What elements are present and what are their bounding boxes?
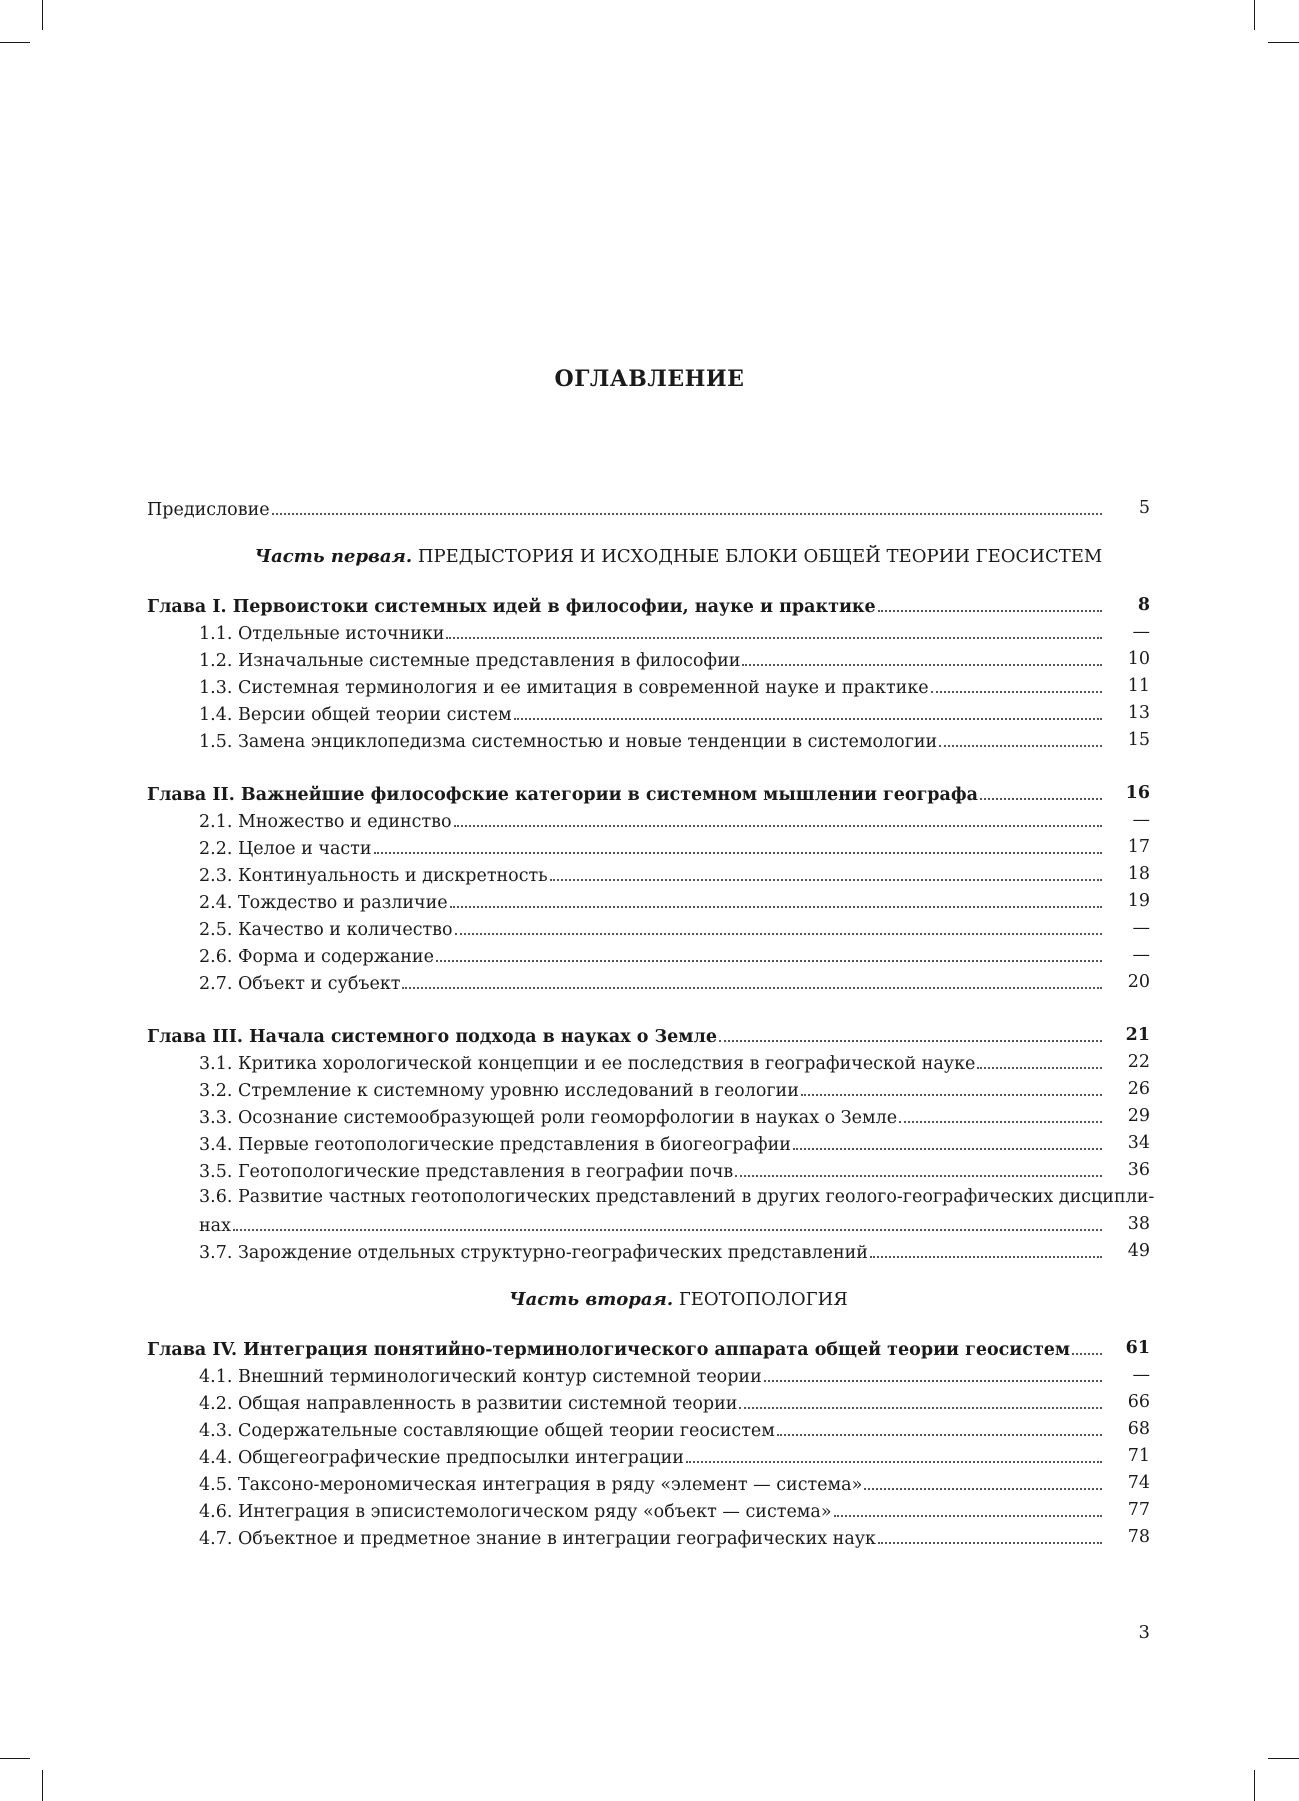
toc-section[interactable] [147, 1497, 1150, 1524]
leader-dots [446, 619, 1102, 639]
toc-section-title-line1: 3.6. Развитие частных геотопологических представлений в других геолого-географических дисципли- [199, 1187, 1155, 1207]
toc-section[interactable] [147, 807, 1150, 834]
leader-dots [402, 969, 1102, 989]
leader-dots [455, 915, 1102, 935]
toc-chapter[interactable] [147, 780, 1150, 807]
toc-section[interactable] [147, 861, 1150, 888]
leader-dots [272, 495, 1102, 515]
leader-dots [550, 861, 1102, 881]
toc-page: 17 [1127, 837, 1150, 857]
toc-chapter-title: Глава I. Первоистоки системных идей в философии, науке и практике [147, 596, 876, 617]
toc-page: 38 [1127, 1214, 1150, 1234]
leader-dots [719, 1022, 1102, 1042]
toc-section[interactable] [147, 1049, 1150, 1076]
toc-section-title-line2: нах [199, 1215, 231, 1236]
toc-section-title: 3.3. Осознание системообразующей роли геоморфологии в науках о Земле [199, 1107, 898, 1128]
leader-dots [742, 646, 1102, 666]
toc-section-title: 1.4. Версии общей теории систем [199, 704, 512, 725]
toc-section-title: 3.2. Стремление к системному уровню исследований в геологии [199, 1080, 799, 1101]
toc-section[interactable] [147, 727, 1150, 754]
toc-section-title: 4.2. Общая направленность в развитии системной теории [199, 1393, 738, 1414]
leader-dots [735, 1157, 1102, 1177]
toc-section[interactable] [147, 700, 1150, 727]
toc-section[interactable] [147, 942, 1150, 969]
leader-dots [686, 1443, 1102, 1463]
toc-section[interactable] [147, 673, 1150, 700]
leader-dots [899, 1103, 1102, 1123]
toc-section[interactable] [147, 619, 1150, 646]
leader-dots [878, 592, 1102, 612]
toc-page: 16 [1125, 783, 1150, 803]
toc-section[interactable] [147, 1416, 1150, 1443]
part-title: ГЕОТОПОЛОГИЯ [678, 1289, 848, 1310]
toc-page: — [1132, 1365, 1150, 1385]
toc-page: 49 [1127, 1241, 1150, 1261]
toc-entry-text: Предисловие [147, 499, 270, 520]
part-label: Часть первая. [254, 546, 413, 567]
leader-dots [977, 1049, 1102, 1069]
toc-page: 13 [1127, 703, 1150, 723]
toc-page: 19 [1127, 891, 1150, 911]
toc-page: — [1132, 945, 1150, 965]
toc-section-multiline[interactable] [147, 1184, 1155, 1211]
toc-page: 20 [1127, 972, 1150, 992]
toc-page: 10 [1127, 649, 1150, 669]
toc-section[interactable] [147, 1103, 1150, 1130]
toc-section[interactable] [147, 1211, 1150, 1238]
toc-page: 66 [1127, 1392, 1150, 1412]
toc-page: 5 [1138, 498, 1150, 518]
toc-section[interactable] [147, 1157, 1150, 1184]
part-title: ПРЕДЫСТОРИЯ И ИСХОДНЫЕ БЛОКИ ОБЩЕЙ ТЕОРИИ ГЕОСИСТЕМ [417, 546, 1103, 567]
leader-dots [834, 1497, 1102, 1517]
toc-section[interactable] [147, 1470, 1150, 1497]
toc-chapter[interactable] [147, 1022, 1150, 1049]
toc-chapter[interactable] [147, 592, 1150, 619]
toc-chapter-title: Глава III. Начала системного подхода в науках о Земле [147, 1026, 717, 1047]
toc-section-title: 2.1. Множество и единство [199, 811, 452, 832]
toc-chapter[interactable] [147, 1335, 1150, 1362]
toc-section-title: 1.3. Системная терминология и ее имитация в современной науке и практике [199, 677, 929, 698]
toc-section[interactable] [147, 1524, 1150, 1551]
toc-section-title: 2.7. Объект и субъект [199, 973, 401, 994]
toc-page: 26 [1127, 1079, 1150, 1099]
crop-mark [1268, 1758, 1299, 1759]
page-title: ОГЛАВЛЕНИЕ [554, 366, 745, 392]
toc-section-title: 2.5. Качество и количество [199, 919, 453, 940]
toc-section[interactable] [147, 1443, 1150, 1470]
toc-section-title: 1.5. Замена энциклопедизма системностью и новые тенденции в системологии [199, 731, 938, 752]
leader-dots [454, 807, 1102, 827]
leader-dots [436, 942, 1102, 962]
toc-section-title: 4.3. Содержательные составляющие общей теории геосистем [199, 1420, 775, 1441]
toc-section-title: 4.5. Таксоно-мерономическая интеграция в ряду «элемент — система» [199, 1474, 863, 1495]
leader-dots [777, 1416, 1102, 1436]
toc-page: 34 [1127, 1133, 1150, 1153]
toc-page: 68 [1127, 1419, 1150, 1439]
toc-section-title: 3.5. Геотопологические представления в географии почв [199, 1161, 734, 1182]
leader-dots [514, 700, 1102, 720]
leader-dots [233, 1211, 1102, 1231]
leader-dots [864, 1470, 1102, 1490]
leader-dots [793, 1130, 1102, 1150]
toc-page: 15 [1127, 730, 1150, 750]
leader-dots [450, 888, 1102, 908]
toc-section-title: 2.4. Тождество и различие [199, 892, 448, 913]
toc-section[interactable] [147, 969, 1150, 996]
toc-page: — [1132, 810, 1150, 830]
toc-section[interactable] [147, 1389, 1150, 1416]
leader-dots [1072, 1335, 1102, 1355]
toc-section-title: 2.2. Целое и части [199, 838, 372, 859]
toc-section[interactable] [147, 646, 1150, 673]
crop-mark [0, 1758, 30, 1759]
toc-page: 11 [1127, 676, 1150, 696]
toc-section-title: 3.7. Зарождение отдельных структурно-географических представлений [199, 1242, 868, 1263]
toc-section[interactable] [147, 1130, 1150, 1157]
leader-dots [870, 1238, 1102, 1258]
toc-section-title: 4.4. Общегеографические предпосылки интеграции [199, 1447, 684, 1468]
toc-section-title: 3.4. Первые геотопологические представления в биогеографии [199, 1134, 791, 1155]
toc-section-title: 2.3. Континуальность и дискретность [199, 865, 548, 886]
toc-section[interactable] [147, 915, 1150, 942]
toc-section[interactable] [147, 834, 1150, 861]
page-number: 3 [1138, 1622, 1150, 1643]
part-label: Часть вторая. [509, 1289, 674, 1310]
leader-dots [374, 834, 1102, 854]
leader-dots [980, 780, 1102, 800]
toc-page: 29 [1127, 1106, 1150, 1126]
toc-section[interactable] [147, 888, 1150, 915]
toc-section[interactable] [147, 1076, 1150, 1103]
crop-mark [1254, 0, 1255, 30]
toc-page: — [1132, 622, 1150, 642]
toc-page: 36 [1127, 1160, 1150, 1180]
leader-dots [931, 673, 1102, 693]
toc-section-title: 3.1. Критика хорологической концепции и ее последствия в географической науке [199, 1053, 976, 1074]
toc-section-title: 4.7. Объектное и предметное знание в интеграции географических наук [199, 1528, 876, 1549]
toc-page: 74 [1127, 1473, 1150, 1493]
leader-dots [939, 727, 1102, 747]
part-heading-1 [207, 540, 1150, 574]
toc-section[interactable] [147, 1362, 1150, 1389]
toc-page: 71 [1127, 1446, 1150, 1466]
leader-dots [764, 1362, 1102, 1382]
toc-page: 61 [1125, 1338, 1150, 1358]
toc-page: 18 [1127, 864, 1150, 884]
toc-chapter-title: Глава II. Важнейшие философские категории в системном мышлении географа [147, 784, 979, 805]
leader-dots [878, 1524, 1102, 1544]
crop-mark [42, 0, 43, 30]
toc-page: — [1132, 918, 1150, 938]
table-of-contents [147, 495, 1155, 1551]
toc-section-title: 4.6. Интеграция в эписистемологическом ряду «объект — система» [199, 1501, 832, 1522]
part-heading-2 [207, 1283, 1150, 1317]
toc-section-title: 4.1. Внешний терминологический контур системной теории [199, 1366, 762, 1387]
toc-page: 78 [1127, 1527, 1150, 1547]
crop-mark [42, 1770, 43, 1801]
toc-page: 8 [1137, 595, 1150, 615]
crop-mark [1268, 42, 1299, 43]
toc-section-title: 1.2. Изначальные системные представления в философии [199, 650, 741, 671]
toc-section[interactable] [147, 1238, 1150, 1265]
toc-section-title: 1.1. Отдельные источники [199, 623, 445, 644]
toc-section-title: 2.6. Форма и содержание [199, 946, 434, 967]
toc-page: 22 [1127, 1052, 1150, 1072]
toc-entry-preface[interactable] [147, 495, 1150, 522]
toc-page: 77 [1127, 1500, 1150, 1520]
toc-page: 21 [1125, 1025, 1150, 1045]
crop-mark [1254, 1770, 1255, 1801]
leader-dots [739, 1389, 1102, 1409]
toc-chapter-title: Глава IV. Интеграция понятийно-терминологического аппарата общей теории геосистем [147, 1339, 1071, 1360]
leader-dots [801, 1076, 1102, 1096]
crop-mark [0, 42, 30, 43]
